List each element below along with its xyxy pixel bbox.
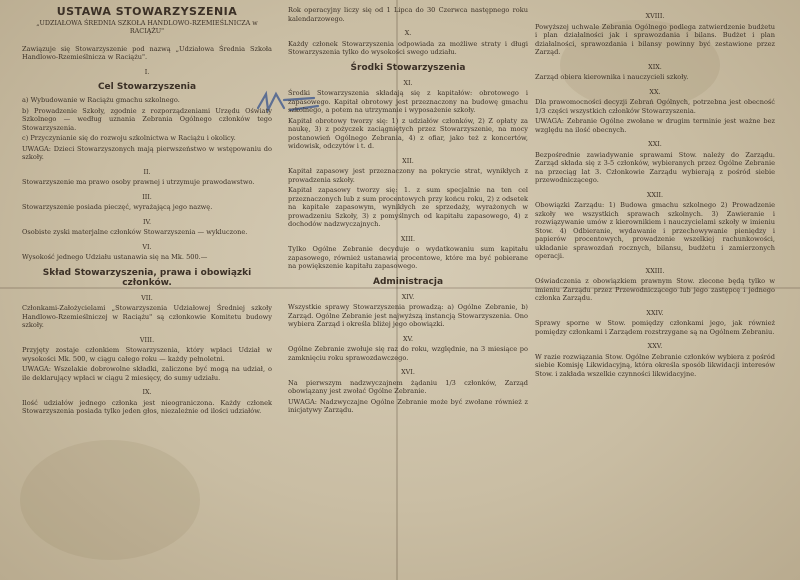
article-text: Powyższej uchwale Zebrania Ogólnego podlega zatwierdzenie budżetu i plan działalności jak i sprawozdania i bilans. Budżet i plan działalności, sprawozdania i bilansy powinny być zestawione przez Zarząd. xyxy=(535,22,775,56)
article-text: Kapitał zapasowy jest przeznaczony na pokrycie strat, wynikłych z prowadzenia szkoły. xyxy=(288,167,528,184)
intro-paragraph: Zawiązuje się Stowarzyszenie pod nazwą „Udziałowa Średnia Szkoła Handlowo-Rzemieślnicza w Raciążu". xyxy=(22,44,272,61)
article-note: UWAGA: Zebranie Ogólne zwołane w drugim terminie jest ważne bez względu na ilość obecnych. xyxy=(535,117,775,134)
article-text: Zarząd obiera kierownika i nauczycieli szkoły. xyxy=(535,73,689,81)
article-text: Oświadczenia z obowiązkiem prawnym Stow. zlecone będą tylko w imieniu Zarządu przez Przewodniczącego lub jego zastępcę i jednego członka Zarządu. xyxy=(535,277,775,302)
article-number: II. xyxy=(143,167,151,176)
article-number: IX. xyxy=(142,388,152,396)
article-number: XXIV. xyxy=(646,308,664,317)
article-text: Obowiązki Zarządu: 1) Budowa gmachu szkolnego 2) Prowadzenie szkoły we wszystkich sprawach szkolnych. 3) Zawieranie i rozwiązywanie umów z kierownikiem i nauczycielami szkoły w imieniu Stow. 4) Odbieranie, wydawanie i przechowywanie pieniędzy i papierów procentowych, prowadzenie wszelkiej rachunkowości, układanie sprawozdań rocznych, bilansu, budżetu i zamierzonych operacji. xyxy=(535,201,775,260)
article-text: Przyjęty zostaje członkiem Stowarzyszenia, który wpłaci Udział w wysokości Mk. 500, w ciągu całego roku — każdy pełnoletni. xyxy=(22,346,272,363)
article-number: XX. xyxy=(649,87,661,96)
article-note: UWAGA: Wszelakie dobrowolne składki, zaliczone być mogą na udział, o ile deklarujący wpłaci w ciągu 2 miesięcy, do sumy udziału. xyxy=(22,365,272,382)
article-number: XVI. xyxy=(401,368,415,376)
article-number: XV. xyxy=(402,334,414,343)
right-column xyxy=(535,6,775,576)
goal-item: c) Przyczynianie się do rozwoju szkolnictwa w Raciążu i okolicy. xyxy=(22,134,236,142)
article-text: Ilość udziałów jednego członka jest nieograniczona. Każdy członek Stowarzyszenia posiada tylko jeden głos, niezależnie od ilości udziałów. xyxy=(22,398,272,415)
article-number: X. xyxy=(404,29,412,37)
article-text: Wysokość jednego Udziału ustanawia się na Mk. 500.— xyxy=(22,253,208,261)
document-title: USTAWA STOWARZYSZENIA xyxy=(56,5,238,18)
section-heading-members: Skład Stowarzyszenia, prawa i obowiązki członków. xyxy=(42,267,252,288)
article-text: Kapitał zapasowy tworzy się: 1. z sum specjalnie na ten cel przeznaczonych lub z sum procentowych przy końcu roku, 2) z odsetek na kapitale zapasowym, wynikłych ze sprzedaży, wyrażonych w prowadzeniu Szkoły, 3) z pomyślnych od kapitału zapasowego, 4) z dochodów nadzwyczajnych. xyxy=(288,186,528,228)
article-text: Bezpośrednie zawiadywanie sprawami Stow. należy do Zarządu. Zarząd składa się z 3-5 członków, wybieranych przez Ogólne Zebranie na przeciąg lat 3. Członkowie Zarządu wybierają z pośród siebie przewodniczącego. xyxy=(535,150,775,184)
article-number: XIII. xyxy=(400,234,416,243)
article-text: Sprawy sporne w Stow. pomiędzy członkami jego, jak również pomiędzy członkami i Zarządem rozstrzygane są na Ogólnem Zebraniu. xyxy=(535,319,775,336)
article-note: UWAGA: Nadzwyczajne Ogólne Zebranie może być zwołane również z inicjatywy Zarządu. xyxy=(288,397,528,414)
article-number: XIX. xyxy=(648,62,662,71)
article-text: Rok operacyjny liczy się od 1 Lipca do 30 Czerwca następnego roku kalendarzowego. xyxy=(288,6,528,23)
article-number: XXV. xyxy=(647,342,663,350)
section-heading-means: Środki Stowarzyszenia xyxy=(350,62,466,73)
goal-note: UWAGA: Dzieci Stowarzyszonych mają pierwszeństwo w wstępowaniu do szkoły. xyxy=(22,144,272,161)
article-text: Dla prawomocności decyzji Zebrań Ogólnych, potrzebna jest obecność 1/3 części wszystkich członków Stowarzyszenia. xyxy=(535,98,775,115)
article-text: Na pierwszym nadzwyczajnem żądaniu 1/3 członków, Zarząd obowiązany jest zwołać Ogólne Zebranie. xyxy=(288,378,528,395)
article-text: W razie rozwiązania Stow. Ogólne Zebranie członków wybiera z pośród siebie Komisję Likwidacyjną, która określa sposób likwidacji interesów Stow. i zakłada wszelkie czynności likwidacyjne. xyxy=(535,352,775,378)
article-text: Wszystkie sprawy Stowarzyszenia prowadzą: a) Ogólne Zebranie, b) Zarząd. Ogólne Zebranie jest najwyższą instancją Stowarzyszenia. Ono wybiera Zarząd i określa bliżej jego obowiązki. xyxy=(288,303,528,328)
article-text: Każdy członek Stowarzyszenia odpowiada za możliwe straty i długi Stowarzyszenia tylko do wysokości swego udziału. xyxy=(288,39,528,56)
article-text: Środki Stowarzyszenia składają się z kapitałów: obrotowego i zapasowego. Kapitał obrotowy jest przeznaczony na budowę gmachu szkolnego, a potem na utrzymanie i wyposażenie szkoły. xyxy=(288,89,528,114)
article-number: XII. xyxy=(402,156,414,165)
article-number: XI. xyxy=(403,78,413,87)
article-number: VIII. xyxy=(139,335,155,344)
document-subtitle: „UDZIAŁOWA ŚREDNIA SZKOŁA HANDLOWO-RZEMIEŚLNICZA w RACIĄŻU" xyxy=(36,18,258,35)
article-text: Osobiste zyski materjalne członków Stowarzyszenia — wykluczone. xyxy=(22,228,248,236)
article-number: VII. xyxy=(141,293,153,302)
goal-item: b) Prowadzenie Szkoły, zgodnie z rozporządzeniami Urzędu Oświaty Szkolnego — według uznania Zebrania Ogólnego członków tego Stowarzyszenia. xyxy=(22,106,272,132)
article-text: Członkami-Założycielami „Stowarzyszenia Udziałowej Średniej szkoły Handlowo-Rzemieślniczej w Raciążu" są członkowie Komitetu budowy szkoły. xyxy=(22,304,272,329)
article-number: XIV. xyxy=(401,292,415,301)
article-number: XXII. xyxy=(646,190,664,199)
article-text: Tylko Ogólne Zebranie decyduje o wydatkowaniu sum kapitału zapasowego, również ustanawia procentowe, które ma być pobierane na powiększenie kapitału zapasowego. xyxy=(288,245,528,270)
article-text: Stowarzyszenie posiada pieczęć, wyrażającą jego nazwę. xyxy=(22,203,213,211)
article-number: IV. xyxy=(142,217,152,226)
section-heading-goal: Cel Stowarzyszenia xyxy=(97,82,197,92)
section-heading-admin: Administracja xyxy=(372,276,444,287)
article-number: I. xyxy=(144,67,150,76)
article-text: Kapitał obrotowy tworzy się: 1) z udziałów członków, 2) Z opłaty za naukę, 3) z pożyczek zaciągniętych przez Stowarzyszenie, na mocy postanowień Ogólnego Zebrania, 4) z ofiar, jako też z koncertów, widowisk, odczytów i t. d. xyxy=(288,116,528,150)
goal-item: a) Wybudowanie w Raciążu gmachu szkolnego. xyxy=(22,96,180,104)
article-number: XXI. xyxy=(648,140,662,148)
middle-column xyxy=(288,6,528,576)
article-text: Stowarzyszenie ma prawo osoby prawnej i utrzymuje prawodawstwo. xyxy=(22,178,255,186)
article-number: XVIII. xyxy=(645,12,665,20)
left-column xyxy=(22,6,272,576)
article-number: VI. xyxy=(142,242,152,251)
article-number: XXIII. xyxy=(645,266,665,275)
article-text: Ogólne Zebranie zwołuje się raz do roku, względnie, na 3 miesiące po zamknięciu roku sprawozdawczego. xyxy=(288,345,528,362)
article-number: III. xyxy=(142,192,152,201)
